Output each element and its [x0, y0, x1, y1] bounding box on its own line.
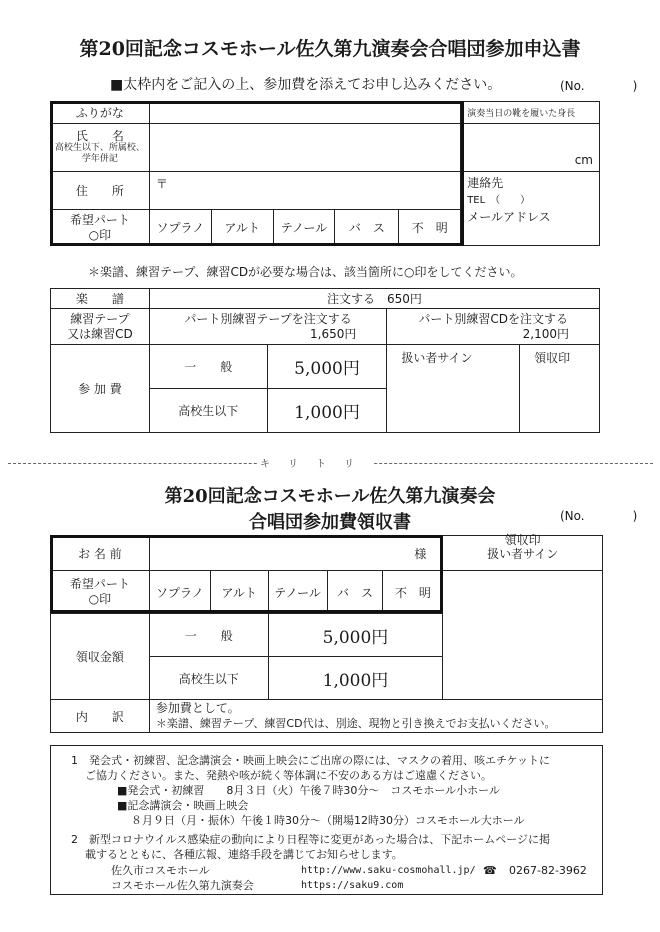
cd-order-cell[interactable] [387, 309, 600, 345]
breakdown-cell [149, 700, 602, 733]
contact-cell[interactable] [461, 172, 600, 246]
receipt-part-mark: ○印 [88, 592, 112, 606]
receipt-general-amount: 5,000円 [268, 614, 443, 657]
receipt-handler-sign[interactable]: 扱い者サイン [443, 536, 603, 571]
part-mark: ○印 [88, 227, 112, 242]
receipt-part-label-cell [51, 571, 150, 614]
breakdown-line2: ＊楽譜、練習テープ、練習CD代は、別途、現物と引き換えでお支払いください。 [155, 717, 556, 730]
name-field[interactable] [149, 124, 460, 172]
receipt-part-label: 希望パート [69, 577, 130, 591]
part-alto[interactable]: アルト [211, 210, 273, 246]
receipt-part-soprano[interactable]: ソプラノ [149, 571, 210, 614]
part-label-cell [51, 210, 150, 246]
org1-name: 佐久市コスモホール [111, 864, 210, 877]
receipt-name-field[interactable] [149, 536, 442, 571]
breakdown-line1: 参加費として。 [155, 701, 240, 715]
receipt-part-unknown[interactable]: 不 明 [383, 571, 443, 614]
receipt-table [50, 535, 603, 733]
tape-order: パート別練習テープを注文する [184, 311, 352, 326]
furigana-field[interactable] [149, 102, 460, 124]
furigana-label: ふりがな [51, 102, 150, 124]
cd-note: ＊楽譜、練習テープ、練習CDが必要な場合は、該当箇所に○印をしてください。 [88, 265, 523, 279]
part-bass[interactable]: バ ス [335, 210, 399, 246]
notes-box [50, 745, 603, 895]
general-amount: 5,000円 [267, 345, 387, 389]
note1-line4: ■記念講演会・映画上映会 [117, 799, 249, 812]
receipt-part-alto[interactable]: アルト [210, 571, 268, 614]
note1-line1: 1 発会式・初練習、記念講演会・映画上映会にご出席の際には、マスクの着用、咳エチケットに [71, 754, 551, 767]
receipt-stamp-cell[interactable] [520, 345, 600, 433]
receipt-part-bass[interactable]: バ ス [327, 571, 383, 614]
note2-line1: 2 新型コロナウイルス感染症の動向により日程等に変更があった場合は、下記ホームページに掲 [71, 833, 551, 846]
name-label: 氏 名 [75, 129, 124, 143]
part-unknown[interactable]: 不 明 [399, 210, 461, 246]
phone-icon: ☎ [483, 864, 497, 877]
name-note: 高校生以下、所属校、学年併記 [54, 143, 145, 164]
tape-label-cell [51, 309, 150, 345]
application-table [50, 101, 600, 246]
breakdown-label: 内 訳 [51, 700, 150, 733]
receipt-student-amount: 1,000円 [268, 657, 443, 700]
instruction-text: ■太枠内をご記入の上、参加費を添えてお申し込みください。 [110, 77, 502, 93]
receipt-general-label: 一 般 [149, 614, 268, 657]
receipt-title-line1: 第20回記念コスモホール佐久第九演奏会 [164, 486, 496, 507]
height-label: 演奏当日の靴を履いた身長 [461, 102, 600, 124]
receipt-title-line2: 合唱団参加費領収書 [249, 512, 411, 533]
receipt-name-label: お 名 前 [51, 536, 150, 571]
handler-sign-cell[interactable] [387, 345, 520, 433]
receipt-student-label: 高校生以下 [149, 657, 268, 700]
tape-label-1: 練習テープ [70, 311, 130, 326]
address-field[interactable] [149, 172, 460, 210]
part-tenor[interactable]: テノール [273, 210, 335, 246]
org2-name: コスモホール佐久第九演奏会 [111, 879, 254, 892]
cd-order: パート別練習CDを注文する [418, 311, 568, 326]
tape-order-cell[interactable] [149, 309, 387, 345]
student-label: 高校生以下 [149, 389, 267, 433]
phone-number: 0267-82-3962 [509, 864, 587, 877]
cut-label: キリトリ [258, 455, 374, 470]
amount-label: 領収金額 [51, 614, 150, 700]
note1-line5: ８月９日（月・振休）午後１時30分～（開場12時30分）コスモホール大ホール [131, 814, 525, 827]
height-field[interactable] [461, 124, 600, 172]
part-soprano[interactable]: ソプラノ [149, 210, 211, 246]
org2-url[interactable]: https://saku9.com [301, 880, 404, 891]
fees-table [50, 288, 600, 433]
student-amount: 1,000円 [267, 389, 387, 433]
tape-price: 1,650円 [310, 326, 357, 341]
part-label: 希望パート [69, 212, 130, 227]
receipt-number: (No. ) [560, 509, 638, 523]
tape-label-2: 又は練習CD [67, 326, 133, 341]
org1-url[interactable]: http://www.saku-cosmohall.jp/ [301, 865, 476, 876]
form-number: (No. ) [560, 79, 638, 93]
note2-line2: 載するとともに、各種広報、連絡手段を講じてお知らせします。 [85, 848, 403, 861]
form-title: 第20回記念コスモホール佐久第九演奏会合唱団参加申込書 [79, 38, 581, 60]
general-label: 一 般 [149, 345, 267, 389]
tel-label: TEL （ ） [467, 195, 531, 206]
height-unit: cm [574, 153, 593, 167]
contact-label: 連絡先 [467, 176, 504, 190]
honorific: 様 [414, 546, 427, 561]
receipt-part-tenor[interactable]: テノール [268, 571, 327, 614]
score-order[interactable]: 注文する 650円 [149, 289, 599, 309]
name-label-cell [51, 124, 150, 172]
fee-label: 参 加 費 [51, 345, 150, 433]
email-label: メールアドレス [467, 210, 551, 224]
handler-sign-label: 扱い者サイン [401, 351, 473, 365]
note1-line3: ■発会式・初練習 8月３日（火）午後７時30分～ コスモホール小ホール [117, 784, 500, 797]
receipt-stamp-label: 領収印 [534, 351, 571, 365]
address-label: 住 所 [51, 172, 150, 210]
postal-mark: 〒 [155, 177, 168, 191]
cd-price: 2,100円 [522, 326, 569, 341]
score-label: 楽 譜 [51, 289, 150, 309]
receipt-stamp-label: 領収印 [504, 533, 541, 547]
note1-line2: ご協力ください。また、発熱や咳が続く等体調に不安のある方はご遠慮ください。 [85, 769, 492, 782]
